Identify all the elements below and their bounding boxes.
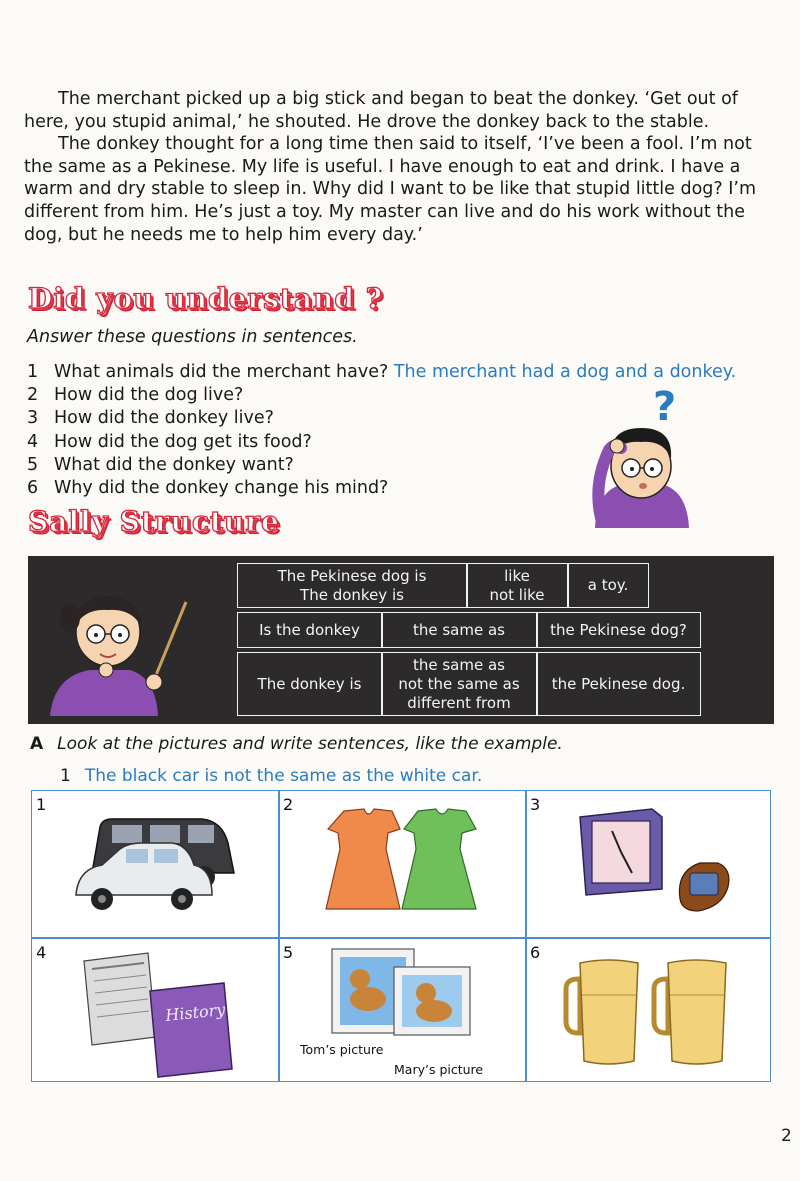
table1-object-cell: a toy. bbox=[587, 576, 629, 594]
structure-table-2 bbox=[237, 612, 701, 648]
structure-table-3 bbox=[237, 652, 701, 716]
picture-number: 1 bbox=[36, 795, 47, 814]
exercise-a-instruction bbox=[30, 734, 563, 754]
question-text: How did the dog live? bbox=[54, 385, 244, 406]
table1-verb-cell bbox=[467, 564, 567, 607]
story-paragraph: The merchant picked up a big stick and began to beat the donkey. ‘Get out of here, you stupid animal,’ he shouted. He drove the donkey back to the stable. bbox=[24, 89, 738, 132]
picture-caption: Mary’s picture bbox=[394, 1062, 484, 1077]
grid-line bbox=[32, 937, 770, 939]
question-number: 4 bbox=[27, 431, 39, 452]
question-number: 2 bbox=[27, 385, 39, 406]
question-text: What animals did the merchant have? bbox=[54, 362, 389, 382]
table2-object-cell: the Pekinese dog? bbox=[550, 620, 687, 639]
table-text: the same as bbox=[412, 655, 505, 674]
did-you-understand-heading: Did you understand ? bbox=[28, 282, 384, 315]
picture-number: 4 bbox=[36, 943, 47, 962]
teacher-girl-icon bbox=[36, 584, 196, 716]
page-number: 2 bbox=[781, 1126, 792, 1146]
question-number: 5 bbox=[27, 454, 39, 475]
dog-pictures-icon bbox=[328, 945, 478, 1037]
story-paragraph: The donkey thought for a long time then said to itself, ‘I’ve been a fool. I’m not the same as a Pekinese. My life is useful. I have enough to eat and drink. I have a warm and dry stable to sleep in. Why did I want to be like that stupid little dog? I’m different from him. He’s just a toy. My master can live and do his work without the dog, but he needs me to help him every day.’ bbox=[24, 134, 757, 245]
structure-table-1 bbox=[237, 563, 649, 608]
question-text: How did the dog get its food? bbox=[54, 431, 312, 452]
dresses-icon bbox=[320, 805, 490, 915]
picture-caption: Tom’s picture bbox=[300, 1042, 384, 1057]
exercise-example bbox=[60, 766, 482, 786]
exercise-letter: A bbox=[30, 734, 44, 754]
table-text: different from bbox=[407, 693, 511, 712]
example-answer: The black car is not the same as the white car. bbox=[84, 766, 483, 786]
table-text: like bbox=[504, 566, 530, 585]
picture-number: 5 bbox=[283, 943, 294, 962]
question-number: 3 bbox=[27, 408, 39, 429]
mugs-icon bbox=[562, 953, 752, 1073]
example-answer: The merchant had a dog and a donkey. bbox=[393, 362, 737, 382]
sally-structure-heading: Sally Structure bbox=[28, 505, 280, 538]
picture-number: 6 bbox=[530, 943, 541, 962]
picture-number: 2 bbox=[283, 795, 294, 814]
picture-number: 3 bbox=[530, 795, 541, 814]
thinking-boy-icon bbox=[575, 388, 695, 528]
table3-subject-cell: The donkey is bbox=[257, 674, 362, 693]
question-item bbox=[27, 361, 736, 384]
exercise-instruction-text: Look at the pictures and write sentences, like the example. bbox=[57, 734, 563, 754]
book-title: History bbox=[164, 999, 227, 1025]
question-text: What did the donkey want? bbox=[54, 454, 294, 475]
table-text: not the same as bbox=[398, 674, 520, 693]
clock-watch-icon bbox=[572, 807, 752, 917]
picture-grid bbox=[31, 790, 771, 1082]
question-text: How did the donkey live? bbox=[54, 408, 274, 429]
table1-subject-cell bbox=[238, 564, 466, 607]
understand-instruction: Answer these questions in sentences. bbox=[27, 327, 358, 347]
table-text: not like bbox=[489, 585, 545, 604]
table2-verb-cell: the same as bbox=[412, 620, 505, 639]
question-number: 1 bbox=[27, 362, 39, 382]
newspaper-book-icon bbox=[78, 947, 238, 1081]
table3-object-cell: the Pekinese dog. bbox=[551, 674, 686, 693]
example-number: 1 bbox=[60, 766, 71, 786]
story-text bbox=[24, 88, 776, 246]
svg-text:?: ? bbox=[653, 388, 677, 430]
table-text: The donkey is bbox=[300, 585, 404, 604]
cars-icon bbox=[72, 803, 242, 923]
question-text: Why did the donkey change his mind? bbox=[54, 478, 389, 499]
table-text: The Pekinese dog is bbox=[277, 566, 427, 585]
question-number: 6 bbox=[27, 478, 39, 499]
grid-line bbox=[278, 791, 280, 1081]
table2-subject-cell: Is the donkey bbox=[259, 620, 360, 639]
grid-line bbox=[525, 791, 527, 1081]
table3-verb-cell bbox=[382, 653, 536, 715]
